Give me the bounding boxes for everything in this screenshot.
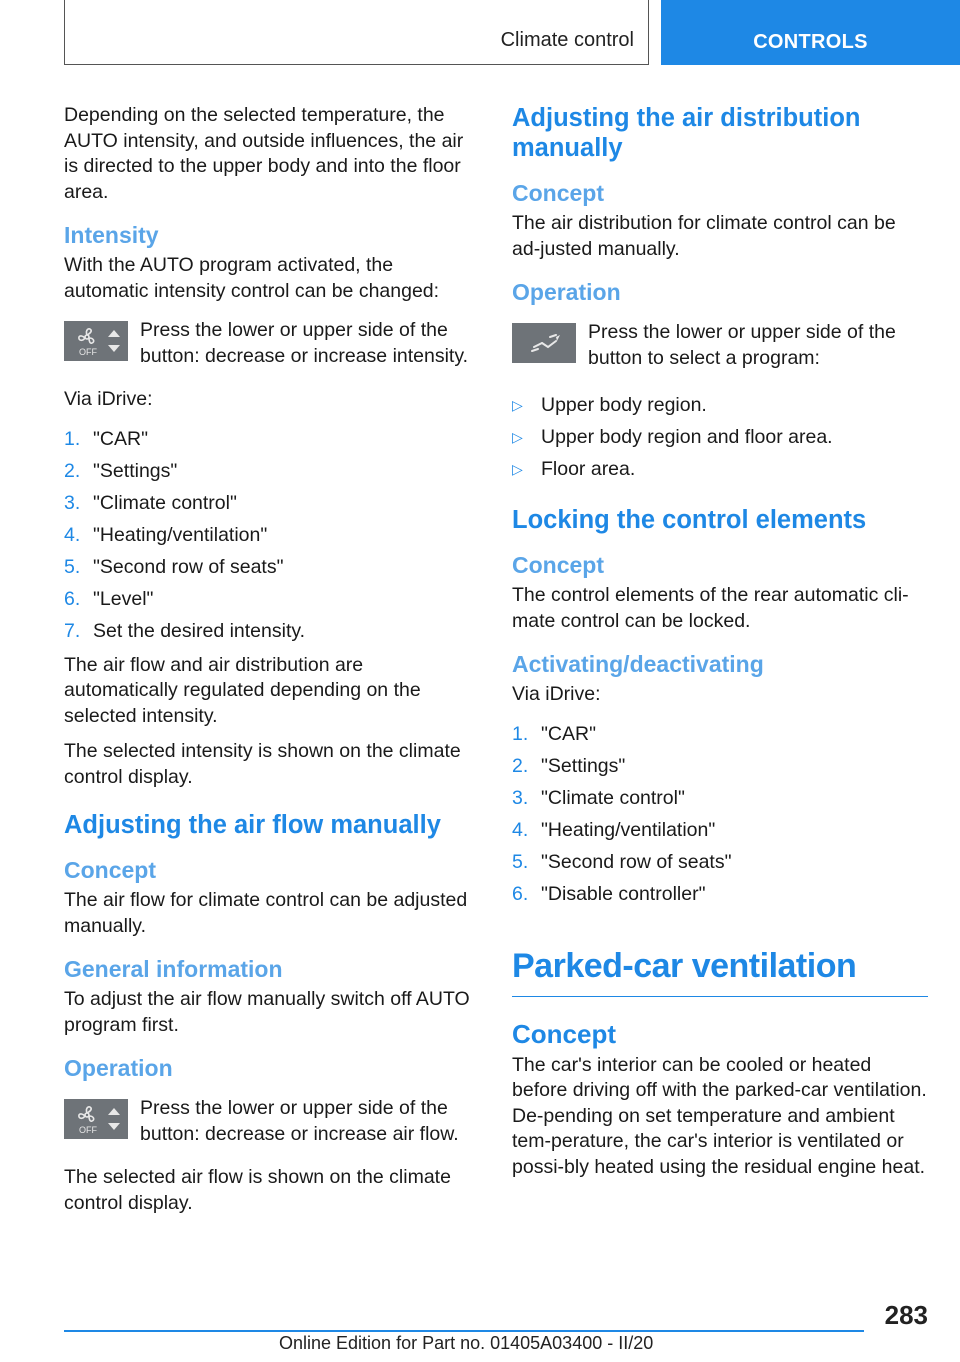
list-item: 3. "Climate control" <box>64 491 237 514</box>
locking-activating-heading: Activating/deactivating <box>512 651 764 677</box>
locking-concept-text: The control elements of the rear automatic cli‐mate control can be locked. <box>512 584 909 632</box>
parked-ventilation-heading: Parked-car ventilation <box>512 946 928 997</box>
intensity-icon-text: Press the lower or upper side of the button: decrease or increase intensity. <box>140 319 469 367</box>
list-item: 6. "Level" <box>64 587 154 610</box>
airflow-general-text: To adjust the air flow manually switch off AUTO program first. <box>64 988 470 1036</box>
distribution-operation-heading: Operation <box>512 279 621 305</box>
list-item: 3. "Climate control" <box>512 786 685 809</box>
airflow-concept-heading: Concept <box>64 857 156 883</box>
page-number: 283 <box>884 1300 928 1330</box>
airflow-concept-text: The air flow for climate control can be adjusted manually. <box>64 889 468 937</box>
list-item: ▷ Upper body region and floor area. <box>512 421 928 453</box>
triangle-bullet-icon: ▷ <box>512 397 523 413</box>
triangle-bullet-icon: ▷ <box>512 429 523 445</box>
airflow-icon-row <box>64 1096 480 1147</box>
airflow-heading: Adjusting the air flow manually <box>64 811 441 839</box>
header-section-box <box>64 0 649 65</box>
distribution-icon-text: Press the lower or upper side of the button to select a program: <box>588 321 896 369</box>
locking-steps <box>512 718 928 910</box>
fan-off-button-icon <box>64 321 128 361</box>
header-section-title: Climate control <box>500 29 634 51</box>
footer-edition: Online Edition for Part no. 01405A03400 - II/20 <box>279 1333 654 1353</box>
right-column <box>512 103 928 1190</box>
distribution-icon-row <box>512 320 928 371</box>
parked-concept-text: The car's interior can be cooled or heated before driving off with the parked-car ventilation. De‐pending on set temperature and ambient tem‐perature, the car's interior is ventilated or possi‐bly heated using the residual engine heat. <box>512 1053 927 1178</box>
airflow-general-heading: General information <box>64 956 283 982</box>
svg-text:OFF: OFF <box>79 347 97 357</box>
list-item: 5. "Second row of seats" <box>512 850 732 873</box>
intensity-heading: Intensity <box>64 222 159 248</box>
list-item: 4. "Heating/ventilation" <box>512 818 716 841</box>
list-item: 4. "Heating/ventilation" <box>64 523 268 546</box>
intensity-icon-row <box>64 318 480 369</box>
svg-text:OFF: OFF <box>79 1125 97 1135</box>
footer-divider <box>64 1330 864 1332</box>
list-item: 7. Set the desired intensity. <box>64 619 306 642</box>
list-item: 1. "CAR" <box>512 722 597 745</box>
distribution-programs <box>512 389 928 485</box>
list-item: 2. "Settings" <box>512 754 626 777</box>
intensity-via-idrive: Via iDrive: <box>64 388 153 410</box>
distribution-concept-heading: Concept <box>512 180 604 206</box>
page-header <box>0 0 960 66</box>
parked-concept-heading: Concept <box>512 1018 616 1049</box>
fan-off-button-icon <box>64 1099 128 1139</box>
airflow-after-text: The selected air flow is shown on the climate control display. <box>64 1166 451 1214</box>
list-item: 2. "Settings" <box>64 459 178 482</box>
list-item: 1. "CAR" <box>64 427 149 450</box>
locking-via-idrive: Via iDrive: <box>512 683 601 705</box>
triangle-bullet-icon: ▷ <box>512 461 523 477</box>
distribution-concept-text: The air distribution for climate control can be ad‐justed manually. <box>512 212 896 260</box>
list-item: ▷ Floor area. <box>512 453 928 485</box>
airflow-operation-heading: Operation <box>64 1055 173 1081</box>
intensity-after-2: The selected intensity is shown on the climate control display. <box>64 740 461 788</box>
left-column <box>64 103 480 1226</box>
intensity-after-1: The air flow and air distribution are automatically regulated depending on the selected intensity. <box>64 653 421 727</box>
locking-concept-heading: Concept <box>512 552 604 578</box>
header-chapter-tab: CONTROLS <box>661 0 960 65</box>
airflow-icon-text: Press the lower or upper side of the button: decrease or increase air flow. <box>140 1097 459 1145</box>
intensity-text: With the AUTO program activated, the automatic intensity control can be changed: <box>64 254 440 302</box>
air-distribution-button-icon <box>512 323 576 363</box>
locking-heading: Locking the control elements <box>512 506 867 534</box>
list-item: 6. "Disable controller" <box>512 882 706 905</box>
list-item: ▷ Upper body region. <box>512 389 928 421</box>
intro-paragraph: Depending on the selected temperature, the AUTO intensity, and outside influences, the air is directed to the upper body and into the floor area. <box>64 104 464 203</box>
distribution-heading: Adjusting the air distribution manually <box>512 104 861 162</box>
intensity-steps <box>64 423 480 647</box>
list-item: 5. "Second row of seats" <box>64 555 284 578</box>
